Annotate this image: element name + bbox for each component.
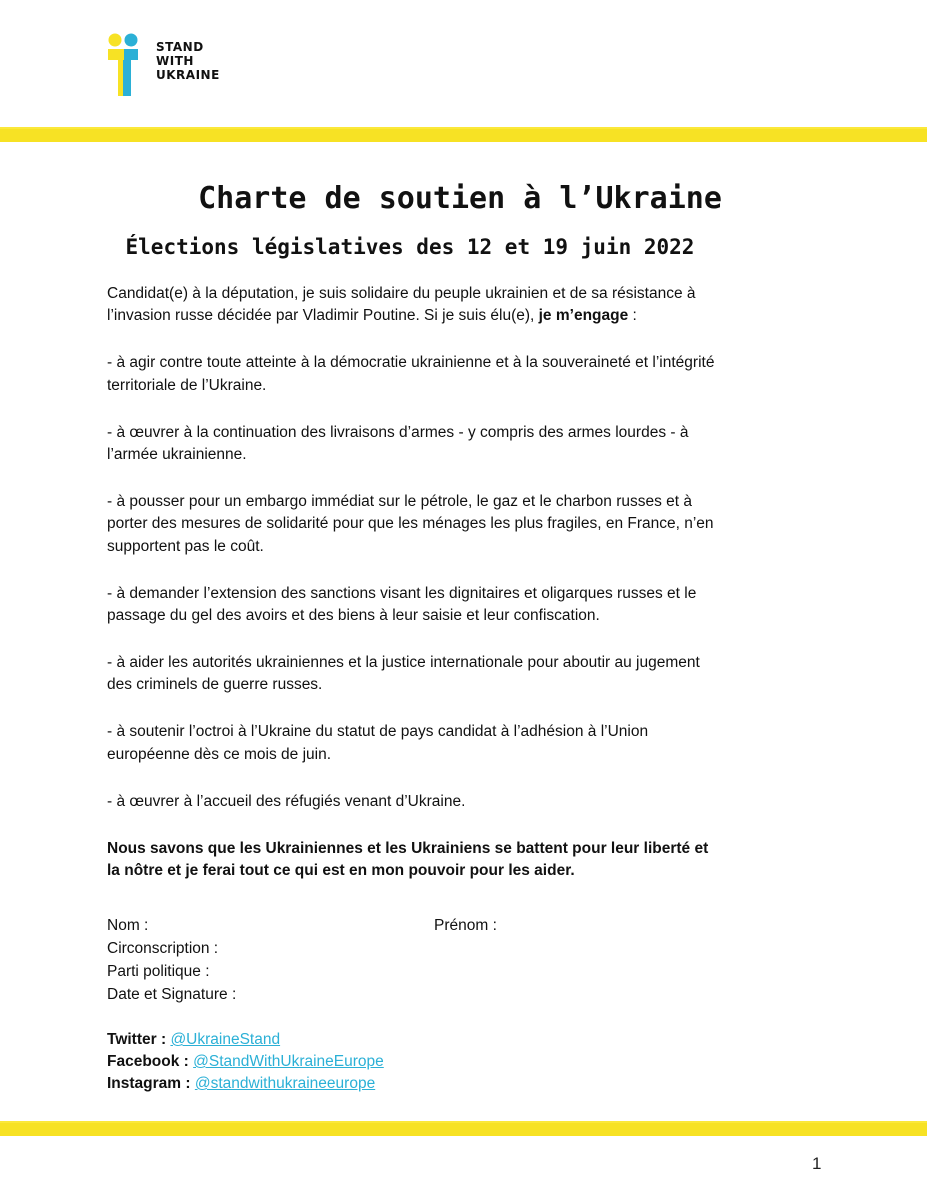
commitment-item: - à aider les autorités ukrainiennes et la justice internationale pour aboutir au jugement des criminels de guerre russes.	[107, 653, 700, 694]
nom-label: Nom :	[107, 917, 149, 934]
intro-paragraph	[107, 283, 717, 328]
instagram-row	[107, 1073, 384, 1095]
signature-form	[107, 914, 607, 1006]
intro-end: :	[628, 307, 637, 325]
logo-line-1: STAND	[156, 40, 204, 54]
facebook-link[interactable]: @StandWithUkraineEurope	[193, 1053, 384, 1070]
twitter-link[interactable]: @UkraineStand	[170, 1031, 281, 1048]
intro-bold: je m’engage	[538, 307, 629, 325]
logo-line-2: WITH	[156, 54, 194, 68]
commitment-item: - à soutenir l’octroi à l’Ukraine du statut de pays candidat à l’adhésion à l’Union européenne dès ce mois de juin.	[107, 723, 649, 763]
commitment-item: - à œuvrer à l’accueil des réfugiés venant d’Ukraine.	[107, 792, 466, 810]
commitment-item: - à œuvrer à la continuation des livraisons d’armes - y compris des armes lourdes - à l’armée ukrainienne.	[107, 423, 689, 464]
logo-figures-icon	[106, 32, 152, 98]
social-links	[107, 1029, 384, 1095]
page-title: Charte de soutien à l’Ukraine	[198, 181, 722, 216]
instagram-link[interactable]: @standwithukraineeurope	[194, 1075, 376, 1092]
stand-with-ukraine-logo	[106, 32, 266, 98]
bottom-yellow-band	[0, 1121, 927, 1136]
commitment-item: - à agir contre toute atteinte à la démocratie ukrainienne et à la souveraineté et l’intégrité territoriale de l’Ukraine.	[107, 354, 715, 394]
twitter-label: Twitter :	[107, 1031, 167, 1048]
date-signature-label: Date et Signature :	[107, 986, 237, 1003]
prenom-label: Prénom :	[434, 917, 497, 934]
logo-wordmark	[156, 40, 220, 82]
logo-line-3: UKRAINE	[156, 68, 220, 82]
page-number: 1	[812, 1154, 822, 1173]
instagram-label: Instagram :	[107, 1075, 191, 1092]
form-row-name	[107, 914, 607, 937]
commitment-item: - à pousser pour un embargo immédiat sur le pétrole, le gaz et le charbon russes et à porter des mesures de solidarité pour que les ménages les plus fragiles, en France, n’en supportent pas le coût.	[107, 492, 714, 555]
charter-body	[107, 283, 717, 907]
facebook-label: Facebook :	[107, 1053, 189, 1070]
commitment-item: - à demander l’extension des sanctions visant les dignitaires et oligarques russes et le passage du gel des avoirs et des biens à leur saisie et leur confiscation.	[107, 584, 697, 625]
twitter-row	[107, 1029, 384, 1051]
intro-text: Candidat(e) à la députation, je suis solidaire du peuple ukrainien et de sa résistance à l’invasion russe décidée par Vladimir Poutine. Si je suis élu(e),	[107, 285, 696, 325]
parti-label: Parti politique :	[107, 963, 210, 980]
facebook-row	[107, 1051, 384, 1073]
closing-statement: Nous savons que les Ukrainiennes et les Ukrainiens se battent pour leur liberté et la nôtre et je ferai tout ce qui est en mon pouvoir pour les aider.	[107, 839, 709, 879]
page-subtitle: Élections législatives des 12 et 19 juin 2022	[125, 235, 695, 259]
circonscription-label: Circonscription :	[107, 940, 219, 957]
top-yellow-band	[0, 127, 927, 142]
